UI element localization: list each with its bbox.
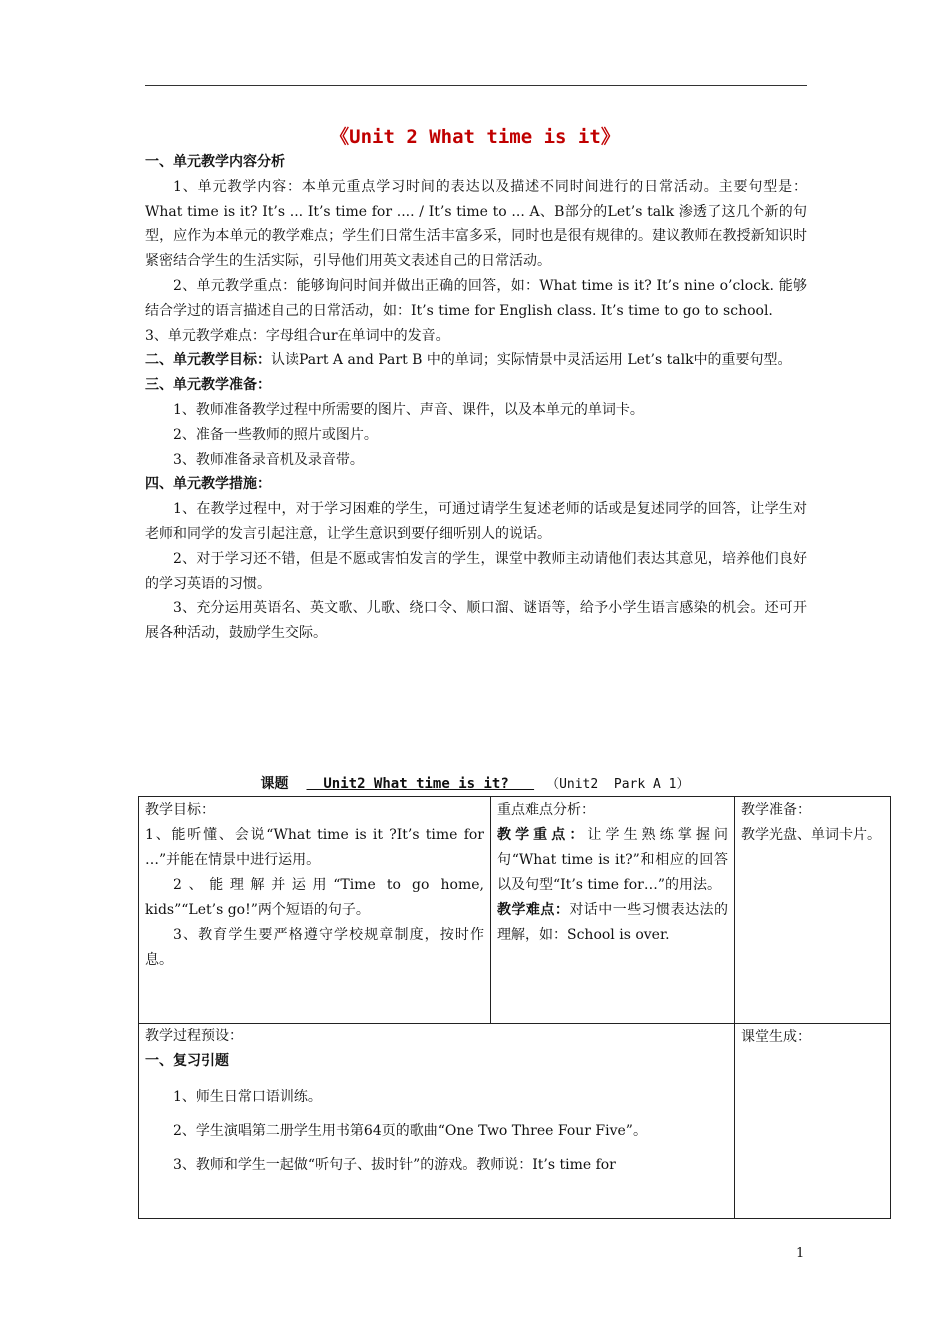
key-point-paragraph bbox=[497, 823, 728, 898]
unit-analysis bbox=[145, 150, 807, 646]
goal-item: 1、能听懂、会说“What time is it ?It’s time for …”并能在情景中进行运用。 bbox=[145, 827, 484, 868]
analysis-cell bbox=[491, 797, 735, 1024]
goal-item: 3、教育学生要严格遵守学校规章制度，按时作息。 bbox=[145, 927, 484, 968]
section1-key-points: 2、单元教学重点：能够询问时间并做出正确的回答，如：What time is it? It’s nine o’clock. 能够结合学过的语言描述自己的日常活动，如：It’s time for English class. It’s time to go to school. bbox=[145, 277, 807, 319]
section4-item: 3、充分运用英语名、英文歌、儿歌、绕口令、顺口溜、谜语等，给予小学生语言感染的机会。还可开展各种活动，鼓励学生交际。 bbox=[145, 600, 807, 642]
section3-item: 1、教师准备教学过程中所需要的图片、声音、课件，以及本单元的单词卡。 bbox=[173, 401, 644, 418]
lesson-label: 课题 bbox=[260, 776, 289, 792]
key-point-label: 教学重点： bbox=[497, 827, 588, 843]
difficulty-label: 教学难点： bbox=[497, 902, 570, 918]
key-point-text: 让学生熟练掌握问句“What time is it?”和相应的回答以及句型“It’s time for…”的用法。 bbox=[497, 827, 729, 893]
prep-text: 教学光盘、单词卡片。 bbox=[741, 827, 881, 843]
document-title: 《Unit 2 What time is it》 bbox=[330, 126, 620, 148]
process-item: 3、教师和学生一起做“听句子、拔时针”的游戏。教师说：It’s time for bbox=[173, 1157, 616, 1173]
top-rule bbox=[145, 85, 807, 86]
section3-heading: 三、单元教学准备： bbox=[145, 377, 271, 394]
lesson-subtitle: （Unit2 Park A 1） bbox=[546, 777, 690, 792]
prep-cell bbox=[735, 797, 891, 1024]
outcome-heading: 课堂生成： bbox=[741, 1029, 811, 1045]
section3-item: 2、准备一些教师的照片或图片。 bbox=[173, 426, 378, 443]
page-number: 1 bbox=[796, 1246, 805, 1261]
table-row bbox=[139, 797, 891, 1024]
lesson-title bbox=[0, 774, 950, 795]
process-heading: 教学过程预设： bbox=[145, 1028, 243, 1044]
goal-item: 2、能理解并运用“Time to go home, kids”“Let’s go!”两个短语的句子。 bbox=[145, 877, 484, 918]
analysis-heading: 重点难点分析： bbox=[497, 802, 595, 818]
section2-heading: 二、单元教学目标： bbox=[145, 352, 271, 369]
section4-item: 1、在教学过程中，对于学习困难的学生，可通过请学生复述老师的话或是复述同学的回答，让学生对老师和同学的发言引起注意，让学生意识到要仔细听别人的说话。 bbox=[145, 501, 807, 542]
goals-cell bbox=[139, 797, 491, 1024]
section1-heading: 一、单元教学内容分析 bbox=[145, 154, 285, 170]
lesson-plan-table bbox=[138, 796, 891, 1219]
process-cell bbox=[139, 1024, 735, 1219]
process-item: 1、师生日常口语训练。 bbox=[173, 1089, 322, 1105]
table-row bbox=[139, 1024, 891, 1219]
prep-heading: 教学准备： bbox=[741, 802, 811, 818]
process-subheading: 一、复习引题 bbox=[145, 1053, 229, 1069]
lesson-topic: Unit2 What time is it? bbox=[306, 776, 535, 792]
outcome-cell bbox=[735, 1024, 891, 1219]
section1-difficulties: 3、单元教学难点：字母组合ur在单词中的发音。 bbox=[145, 327, 450, 344]
goals-heading: 教学目标： bbox=[145, 802, 215, 818]
section2-paragraph bbox=[145, 348, 807, 373]
difficulty-paragraph bbox=[497, 898, 728, 948]
section1-content: 1、单元教学内容：本单元重点学习时间的表达以及描述不同时间进行的日常活动。主要句型是：What time is it? It’s ... It’s time for .... / It’s time to ... A、B部分的Let’s talk 渗透了这几个新的句型，应作为本单元的教学难点；学生们日常生活丰富多采，同时也是很有规律的。建议教师在教授新知识时紧密结合学生的生活实际，引导他们用英文表述自己的日常活动。 bbox=[145, 178, 807, 270]
section4-heading: 四、单元教学措施： bbox=[145, 476, 271, 493]
section4-item: 2、对于学习还不错，但是不愿或害怕发言的学生，课堂中教师主动请他们表达其意见，培养他们良好的学习英语的习惯。 bbox=[145, 550, 807, 592]
process-item: 2、学生演唱第二册学生用书第64页的歌曲“One Two Three Four Five”。 bbox=[173, 1123, 647, 1139]
section2-text: 认读Part A and Part B 中的单词；实际情景中灵活运用 Let’s talk中的重要句型。 bbox=[271, 352, 792, 369]
difficulty-text: 对话中一些习惯表达法的理解，如：School is over. bbox=[497, 902, 729, 943]
section3-item: 3、教师准备录音机及录音带。 bbox=[173, 451, 364, 468]
